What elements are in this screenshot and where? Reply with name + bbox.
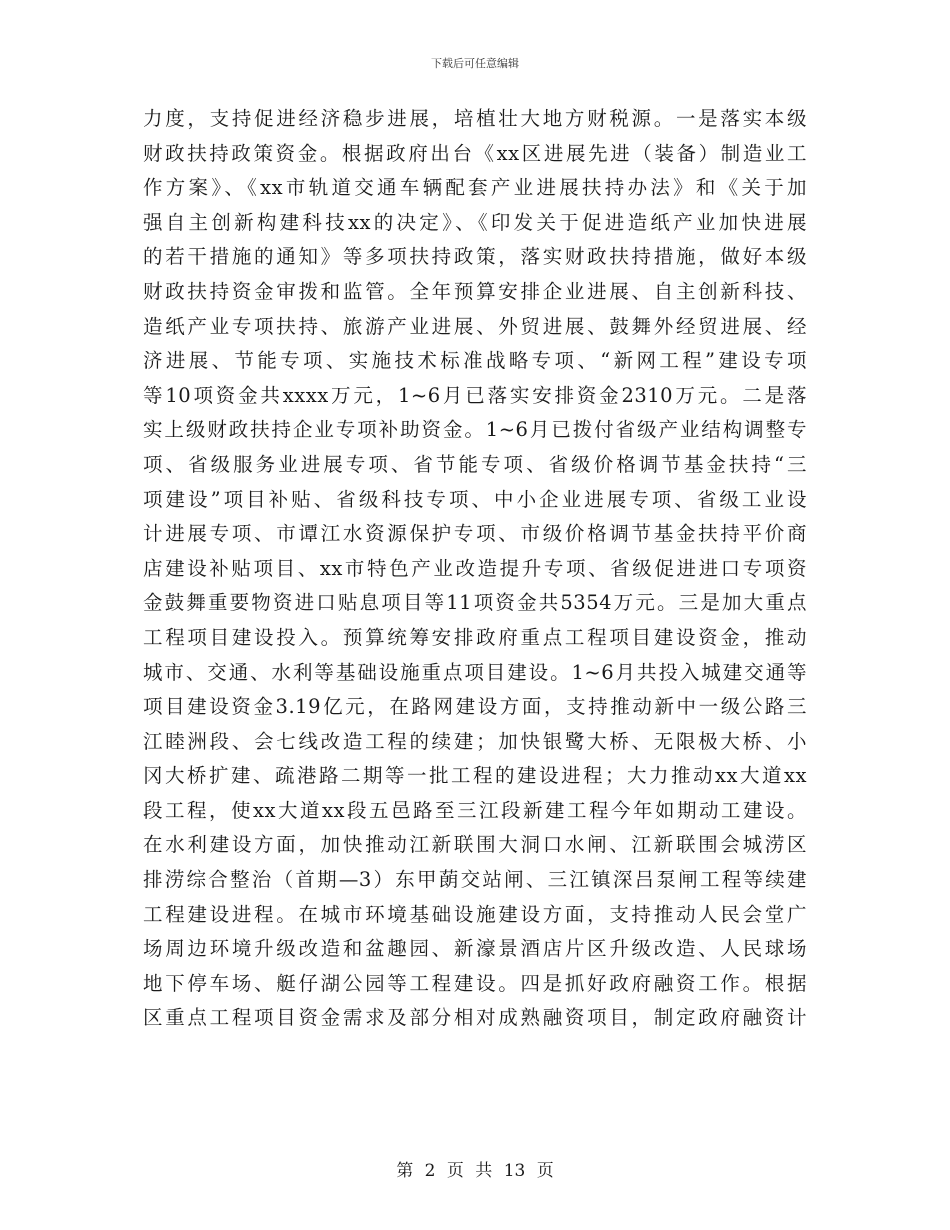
paragraph-line: 项目建设资金3.19亿元，在路网建设方面，支持推动新中一级公路三 (143, 695, 807, 719)
paragraph-line: 财政扶持资金审拨和监管。全年预算安排企业进展、自主创新科技、 (143, 279, 807, 303)
document-body (143, 102, 807, 1036)
paragraph-line: 实上级财政扶持企业专项补助资金。1~6月已拨付省级产业结构调整专 (143, 418, 807, 442)
paragraph-line: 项、省级服务业进展专项、省节能专项、省级价格调节基金扶持“三 (143, 452, 807, 476)
paragraph-line: 江睦洲段、会七线改造工程的续建；加快银鹭大桥、无限极大桥、小 (143, 729, 807, 753)
paragraph-line: 项建设”项目补贴、省级科技专项、中小企业进展专项、省级工业设 (143, 487, 807, 511)
paragraph-line: 段工程，使xx大道xx段五邑路至三江段新建工程今年如期动工建设。 (143, 798, 807, 822)
paragraph-line: 店建设补贴项目、xx市特色产业改造提升专项、省级促进进口专项资 (143, 556, 807, 580)
paragraph-line: 冈大桥扩建、疏港路二期等一批工程的建设进程；大力推动xx大道xx (143, 764, 807, 788)
paragraph-line: 造纸产业专项扶持、旅游产业进展、外贸进展、鼓舞外经贸进展、经 (143, 314, 807, 338)
page-number-footer: 第 2 页 共 13 页 (396, 1161, 554, 1181)
page-header-note: 下载后可任意编辑 (431, 57, 519, 70)
paragraph-line: 力度，支持促进经济稳步进展，培植壮大地方财税源。一是落实本级 (143, 107, 807, 130)
paragraph-line: 强自主创新构建科技xx的决定》、《印发关于促进造纸产业加快进展 (143, 210, 807, 234)
paragraph-line: 工程项目建设投入。预算统筹安排政府重点工程项目建设资金，推动 (143, 625, 807, 649)
paragraph-line: 工程建设进程。在城市环境基础设施建设方面，支持推动人民会堂广 (143, 902, 807, 926)
paragraph-line: 排涝综合整治（首期—3）东甲蓢交站闸、三江镇深吕泵闸工程等续建 (143, 868, 807, 892)
paragraph-line: 金鼓舞重要物资进口贴息项目等11项资金共5354万元。三是加大重点 (143, 591, 807, 615)
paragraph-line: 计进展专项、市谭江水资源保护专项、市级价格调节基金扶持平价商 (143, 522, 807, 546)
paragraph-line: 的若干措施的通知》等多项扶持政策，落实财政扶持措施，做好本级 (143, 245, 807, 269)
paragraph-line: 区重点工程项目资金需求及部分相对成熟融资项目，制定政府融资计 (143, 1006, 807, 1030)
paragraph-line: 地下停车场、艇仔湖公园等工程建设。四是抓好政府融资工作。根据 (143, 971, 807, 995)
paragraph-line: 等10项资金共xxxx万元，1~6月已落实安排资金2310万元。二是落 (143, 383, 807, 407)
paragraph-line: 在水利建设方面，加快推动江新联围大洞口水闸、江新联围会城涝区 (143, 833, 807, 857)
paragraph-line: 财政扶持政策资金。根据政府出台《xx区进展先进（装备）制造业工 (143, 141, 807, 165)
paragraph-line: 城市、交通、水利等基础设施重点项目建设。1~6月共投入城建交通等 (143, 660, 807, 684)
paragraph-line: 作方案》、《xx市轨道交通车辆配套产业进展扶持办法》和《关于加 (143, 176, 807, 200)
paragraph-line: 济进展、节能专项、实施技术标准战略专项、“新网工程”建设专项 (143, 349, 807, 373)
paragraph-line: 场周边环境升级改造和盆趣园、新濠景酒店片区升级改造、人民球场 (143, 937, 807, 961)
